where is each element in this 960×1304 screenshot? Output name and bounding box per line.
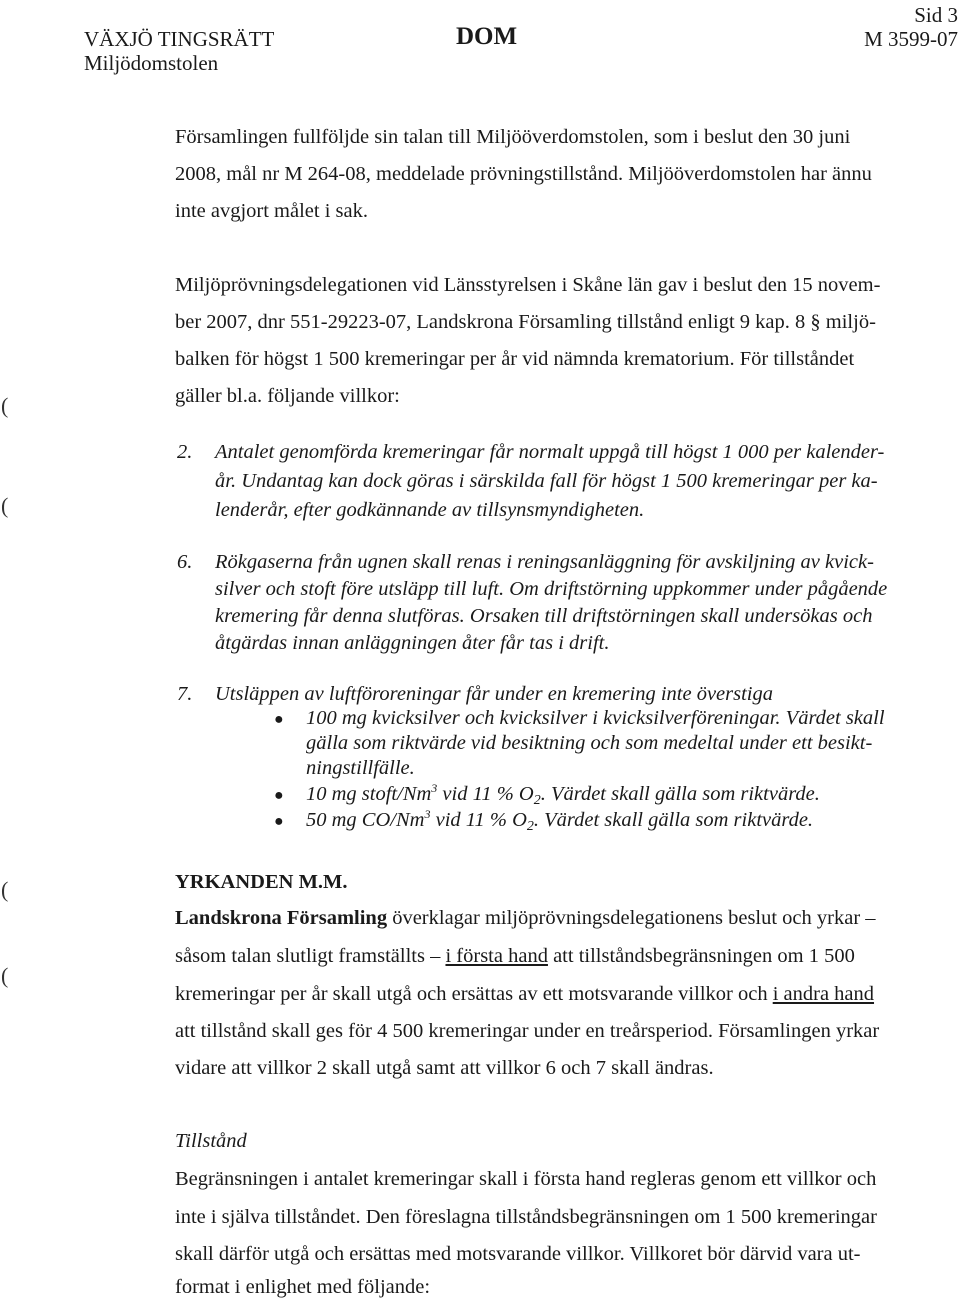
paragraph-line: inte avgjort målet i sak. bbox=[175, 200, 368, 222]
subsection-heading: Tillstånd bbox=[175, 1130, 247, 1152]
condition-line: Antalet genomförda kremeringar får normalt uppgå till högst 1 000 per kalender- bbox=[215, 441, 885, 463]
paragraph-line: såsom talan slutligt framställts – i första hand att tillståndsbegränsningen om 1 500 bbox=[175, 945, 855, 967]
bullet-line: ningstillfälle. bbox=[306, 757, 415, 779]
condition-line: Utsläppen av luftföroreningar får under en kremering inte överstiga bbox=[215, 683, 773, 705]
condition-number: 7. bbox=[177, 683, 193, 705]
paragraph-line: vidare att villkor 2 skall utgå samt att villkor 6 och 7 skall ändras. bbox=[175, 1057, 714, 1079]
condition-line: Rökgaserna från ugnen skall renas i reningsanläggning för avskiljning av kvick- bbox=[215, 551, 874, 573]
condition-line: år. Undantag kan dock göras i särskilda fall för högst 1 500 kremeringar per ka- bbox=[215, 470, 878, 492]
bullet-icon: ● bbox=[274, 813, 284, 830]
bullet-line: 10 mg stoft/Nm$^3$ vid 11 % $O_2$. Värdet skall gälla som riktvärde. bbox=[306, 781, 820, 808]
condition-line: kremering får denna slutföras. Orsaken till driftstörningen skall undersökas och bbox=[215, 605, 873, 627]
condition-number: 2. bbox=[177, 441, 193, 463]
paragraph-line: Miljöprövningsdelegationen vid Länsstyrelsen i Skåne län gav i beslut den 15 novem- bbox=[175, 274, 881, 296]
paragraph-line: 2008, mål nr M 264-08, meddelade prövningstillstånd. Miljööverdomstolen har ännu bbox=[175, 163, 872, 185]
bullet-icon: ● bbox=[274, 787, 284, 804]
paragraph-line: Församlingen fullföljde sin talan till Miljööverdomstolen, som i beslut den 30 juni bbox=[175, 126, 851, 148]
paragraph-line: att tillstånd skall ges för 4 500 kremeringar under en treårsperiod. Församlingen yrkar bbox=[175, 1020, 880, 1042]
condition-number: 6. bbox=[177, 551, 193, 573]
paragraph-line: ber 2007, dnr 551-29223-07, Landskrona Församling tillstånd enligt 9 kap. 8 § miljö- bbox=[175, 311, 876, 333]
condition-line: åtgärdas innan anläggningen åter får tas i drift. bbox=[215, 632, 610, 654]
court-name: VÄXJÖ TINGSRÄTT bbox=[84, 27, 275, 51]
document-type: DOM bbox=[456, 23, 518, 50]
margin-mark: ( bbox=[1, 877, 9, 902]
bullet-line: 100 mg kvicksilver och kvicksilver i kvicksilverföreningar. Värdet skall bbox=[306, 707, 885, 729]
condition-line: silver och stoft före utsläpp till luft. Om driftstörning uppkommer under pågående bbox=[215, 578, 888, 600]
paragraph-line: balken för högst 1 500 kremeringar per år vid nämnda krematorium. För tillståndet bbox=[175, 348, 855, 370]
margin-mark: ( bbox=[1, 493, 9, 518]
margin-mark: ( bbox=[1, 393, 9, 418]
margin-mark: ( bbox=[1, 963, 9, 988]
case-number: M 3599-07 bbox=[864, 27, 958, 51]
bullet-line: gälla som riktvärde vid besiktning och som medeltal under ett besikt- bbox=[306, 732, 873, 754]
condition-line: lenderår, efter godkännande av tillsynsmyndigheten. bbox=[215, 499, 645, 521]
paragraph-line: kremeringar per år skall utgå och ersättas av ett motsvarande villkor och i andra hand bbox=[175, 983, 875, 1005]
paragraph-line: skall därför utgå och ersättas med motsvarande villkor. Villkoret bör därvid vara ut- bbox=[175, 1243, 861, 1265]
page-number: Sid 3 bbox=[914, 3, 958, 27]
bullet-icon: ● bbox=[274, 711, 284, 728]
paragraph-line: format i enlighet med följande: bbox=[175, 1276, 431, 1298]
department-name: Miljödomstolen bbox=[84, 51, 219, 75]
paragraph-line: inte i själva tillståndet. Den föreslagna tillståndsbegränsningen om 1 500 kremeringar bbox=[175, 1206, 877, 1228]
section-heading: YRKANDEN M.M. bbox=[175, 871, 348, 893]
paragraph-line: Landskrona Församling överklagar miljöprövningsdelegationens beslut och yrkar – bbox=[175, 907, 876, 929]
bullet-line: 50 mg CO/Nm$^3$ vid 11 % $O_2$. Värdet skall gälla som riktvärde. bbox=[306, 807, 814, 834]
paragraph-line: Begränsningen i antalet kremeringar skall i första hand regleras genom ett villkor och bbox=[175, 1168, 877, 1190]
paragraph-line: gäller bl.a. följande villkor: bbox=[175, 385, 400, 407]
